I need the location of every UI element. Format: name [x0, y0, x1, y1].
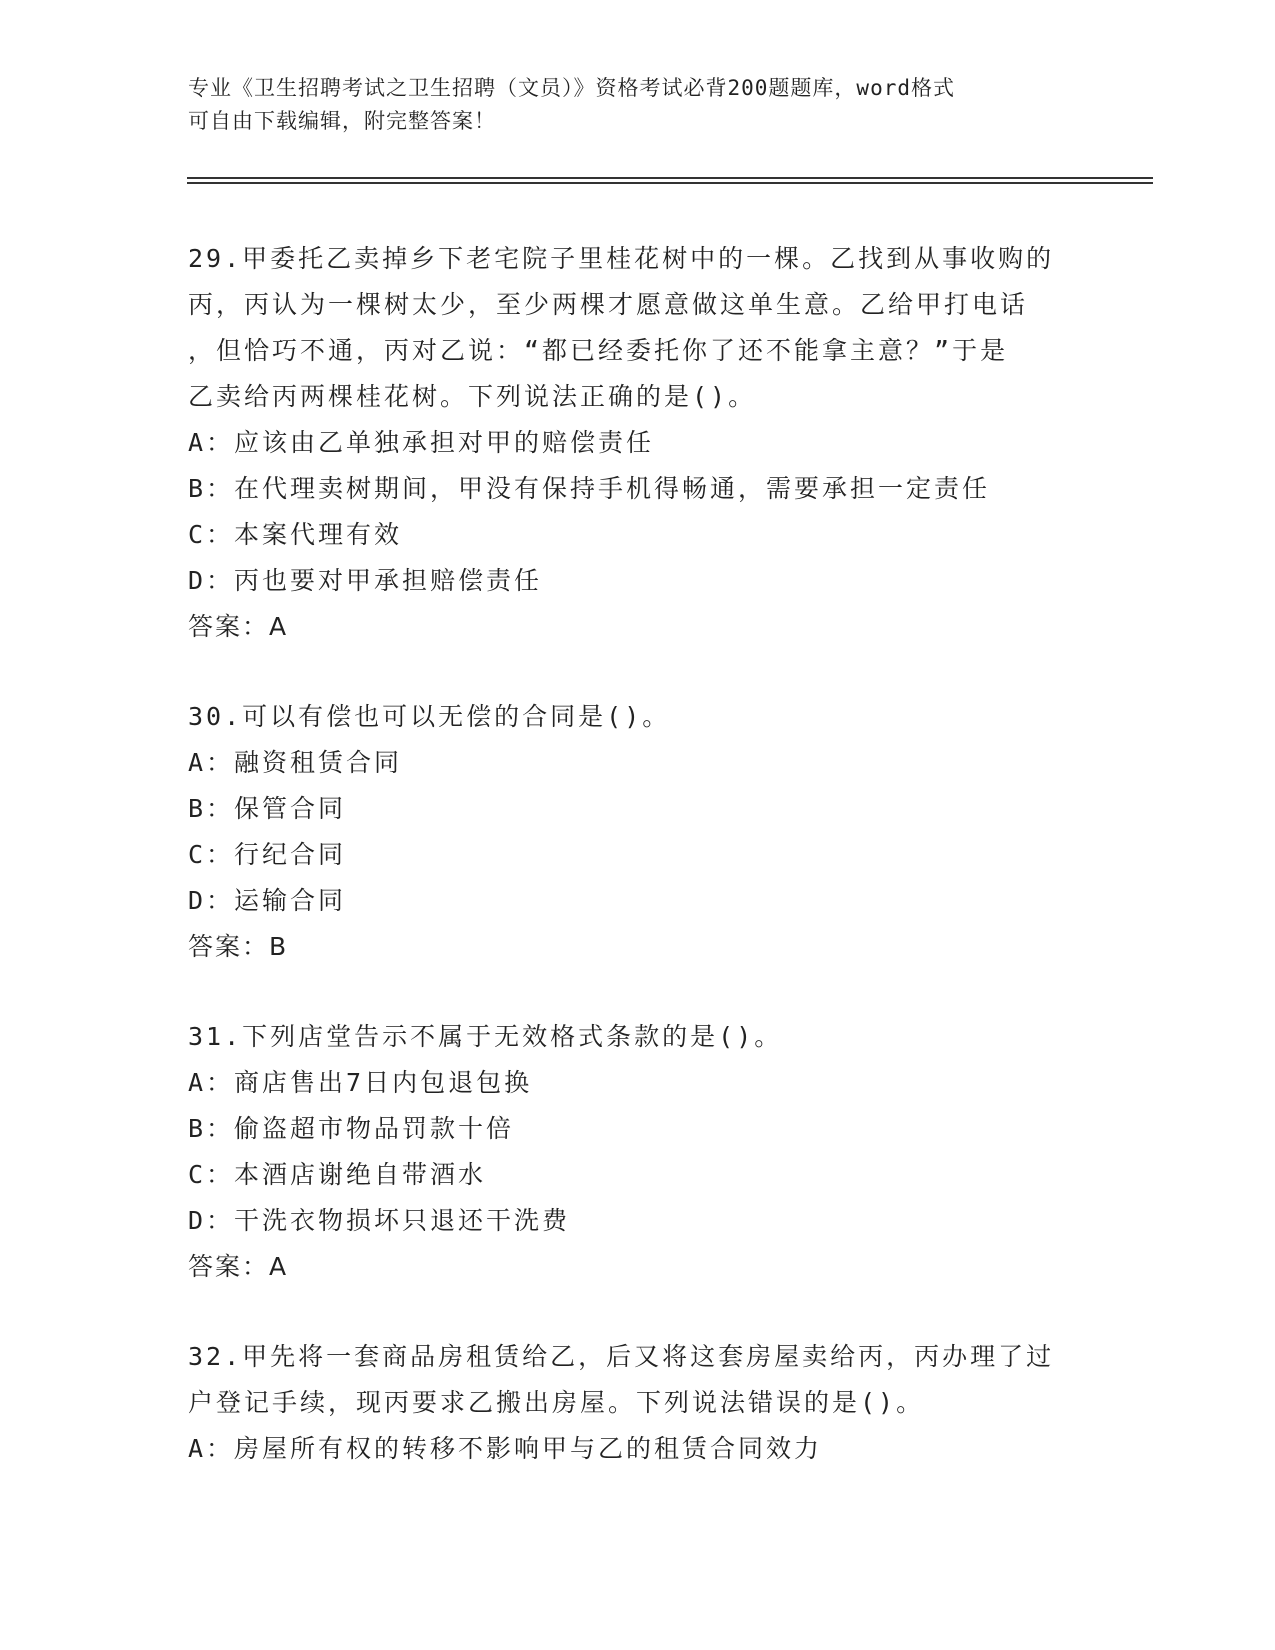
- answer-line: 答案：B: [188, 932, 289, 961]
- question-30: [188, 694, 1088, 970]
- option-c: C：行纪合同: [188, 840, 347, 869]
- option-d: D：丙也要对甲承担赔偿责任: [188, 566, 543, 595]
- option-b: B：在代理卖树期间，甲没有保持手机得畅通，需要承担一定责任: [188, 474, 991, 503]
- document-header: [188, 72, 1088, 138]
- question-stem: 30.可以有偿也可以无偿的合同是()。: [188, 702, 671, 731]
- question-stem: 29.甲委托乙卖掉乡下老宅院子里桂花树中的一棵。乙找到从事收购的: [188, 244, 1055, 273]
- question-31: [188, 1014, 1088, 1290]
- option-c: C：本案代理有效: [188, 520, 403, 549]
- option-b: B：偷盗超市物品罚款十倍: [188, 1114, 515, 1143]
- header-divider-bottom: [187, 182, 1153, 184]
- question-stem: 32.甲先将一套商品房租赁给乙，后又将这套房屋卖给丙，丙办理了过: [188, 1342, 1055, 1371]
- answer-line: 答案：A: [188, 612, 289, 641]
- option-d: D：干洗衣物损坏只退还干洗费: [188, 1206, 571, 1235]
- option-a: A：融资租赁合同: [188, 748, 403, 777]
- question-stem: ，但恰巧不通，丙对乙说：“都已经委托你了还不能拿主意？”于是: [188, 336, 1009, 365]
- question-stem: 丙，丙认为一棵树太少，至少两棵才愿意做这单生意。乙给甲打电话: [188, 290, 1029, 319]
- option-a: A：房屋所有权的转移不影响甲与乙的租赁合同效力: [188, 1434, 823, 1463]
- question-32: [188, 1334, 1088, 1472]
- option-d: D：运输合同: [188, 886, 347, 915]
- question-list: [188, 236, 1088, 1516]
- header-line-1: 专业《卫生招聘考试之卫生招聘（文员）》资格考试必背200题题库，word格式: [188, 76, 955, 100]
- option-c: C：本酒店谢绝自带酒水: [188, 1160, 487, 1189]
- question-stem: 户登记手续，现丙要求乙搬出房屋。下列说法错误的是()。: [188, 1388, 925, 1417]
- question-29: [188, 236, 1088, 650]
- option-a: A：商店售出7日内包退包换: [188, 1068, 533, 1097]
- option-a: A：应该由乙单独承担对甲的赔偿责任: [188, 428, 655, 457]
- question-stem: 乙卖给丙两棵桂花树。下列说法正确的是()。: [188, 382, 757, 411]
- question-stem: 31.下列店堂告示不属于无效格式条款的是()。: [188, 1022, 783, 1051]
- header-divider-top: [187, 177, 1153, 179]
- header-line-2: 可自由下载编辑，附完整答案！: [188, 109, 496, 133]
- answer-line: 答案：A: [188, 1252, 289, 1281]
- option-b: B：保管合同: [188, 794, 347, 823]
